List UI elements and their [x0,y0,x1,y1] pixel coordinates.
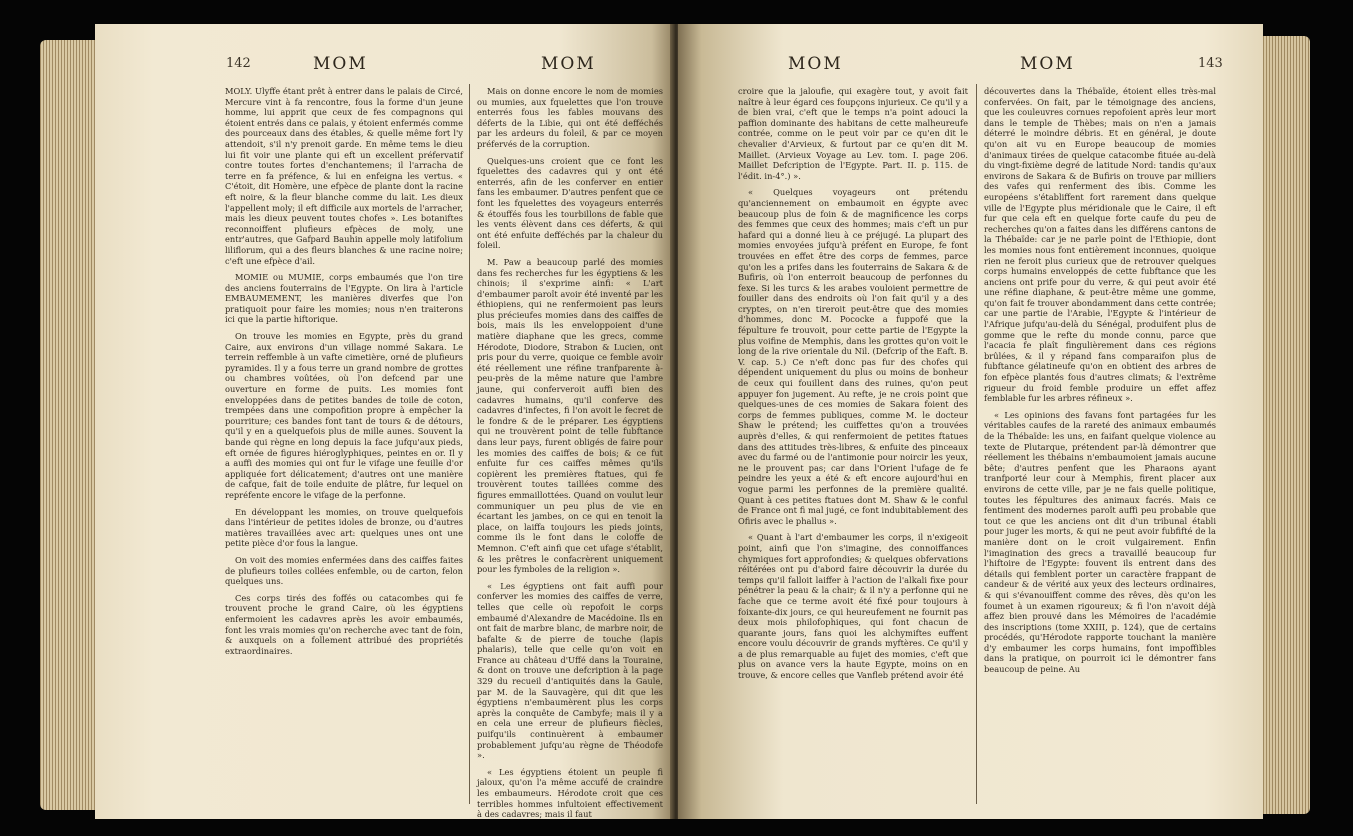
paragraph: Quelques-uns croient que ce font les fquelettes des cadavres qui y ont été enterrés, afin de les conferver en entier fans les embaumer. D'autres penfent que ce font les fquelettes des voyageurs enterrés & étouffés fous les tourbillons de fable que les vents élèvent dans ces déferts, & qui ont été enfuite defféchés par la chaleur du foleil. [477,155,663,251]
right-header-right: MOM [1020,54,1075,74]
right-page-number: 143 [1198,56,1223,71]
paragraph: « Les égyptiens étoient un peuple fi jaloux, qu'on l'a même accufé de craindre les embaumeurs. Hérodote croit que ces terribles hommes infultoient effectivement à des cadavres; mais il faut [477,766,663,819]
right-header-left: MOM [788,54,843,74]
left-column-1 [225,86,463,662]
paragraph: MOLY. Ulyffe étant prêt à entrer dans le palais de Circé, Mercure vint à fa rencontre, fous la forme d'un jeune homme, lui apprit que ceux de fes compagnons qui étoient entrés dans ce palais, y étoient enfermés comme des pourceaux dans des étables, & quelle même fort l'y attendoit, s'il n'y prenoit garde. En même tems le dieu lui fit voir une plante qui eft un excellent préfervatif contre toutes fortes d'enchantemens; il l'arracha de terre en fa préfence, & lui en enfeigna les vertus. « C'étoit, dit Homère, une efpèce de plante dont la racine eft noire, & la fleur blanche comme du lait. Les dieux l'appellent moly; il eft difficile aux mortels de l'arracher, mais les dieux peuvent toutes chofes ». Les botaniftes reconnoiffent plufieurs efpèces de moly, une entr'autres, que Gafpard Bauhin appelle moly latifolium liliflorum, qui a des fleurs blanches & une racine noire; c'eft une efpèce d'ail. [225,86,463,266]
paragraph: On trouve les momies en Egypte, près du grand Caire, aux environs d'un village nommé Sakara. Le terrein reffemble à un vafte cimetière, orné de plufieurs pyramides. Il y a fous terre un grand nombre de grottes ou chambres voûtées, où l'on defcend par une ouverture en forme de puits. Les momies font enveloppées dans de petites bandes de toile de coton, trempées dans une compofition propre à empêcher la pourriture; ces bandes font tant de tours & de détours, qu'il y en a quelquefois plus de mille aunes. Souvent la bande qui règne en long depuis la face jufqu'aux pieds, eft ornée de figures hiéroglyphiques, peintes en or. Il y a auffi des momies qui ont fur le vifage une feuille d'or appliquée fort délicatement; d'autres ont une manière de cafque, fait de toile enduite de plâtre, fur lequel on repréfente encore le vifage de la perfonne. [225,331,463,500]
column-rule [469,84,470,804]
left-header-right: MOM [541,54,596,74]
paragraph: « Quelques voyageurs ont prétendu qu'anciennement on embaumoit en égypte avec beaucoup plus de foin & de magnificence les corps des femmes que ceux des hommes; mais c'eft un pur hafard qui a donné lieu à ce préjugé. La plupart des momies envoyées jufqu'à préfent en Europe, fe font trouvées en effet être des corps de femmes, parce qu'on les a prifes dans les fouterrains de Sakara & de Bufiris, où l'on enterroit beaucoup de perfonnes du fexe. Si les turcs & les arabes vouloient permettre de fouiller dans des endroits où l'on fait qu'il y a des cryptes, on n'en tireroit peut-être que des momies d'hommes, donc M. Pococke a fuppofé que la fépulture fe trouvoit, pour cette partie de l'Egypte la plus voifine de Memphis, dans les grottes qu'on voit le long de la rive orientale du Nil. (Defcrip of the Eaft. B. V. cap. 5.) Ce n'eft donc pas fur des chofes qui dépendent uniquement du plus ou moins de bonheur de ceux qui fouillent dans des ruines, qu'on peut appuyer fon jugement. Au refte, je ne crois point que quelques-unes de ces momies de Sakara foient des corps de femmes publiques, comme M. le docteur Shaw le prétend; les cuiffettes qu'on a trouvées auprès d'elles, & qui renfermoient de petites ftatues dans des attitudes très-libres, & enfuite des pinceaux avec du farmé ou de l'antimonie pour noircir les yeux, ne le prouvent pas; car dans l'Orient l'ufage de fe peindre les yeux a été & eft encore aujourd'hui en vogue parmi les perfonnes de la première qualité. Quant à ces petites ftatues dont M. Shaw & le conful de France ont fi mal jugé, ce font indubitablement des Ofiris avec le phallus ». [738,187,968,526]
paragraph: MOMIE ou MUMIE, corps embaumés que l'on tire des anciens fouterrains de l'Egypte. On lira à l'article EMBAUMEMENT, les manières diverfes que l'on pratiquoit pour faire les momies; nous n'en traiterons ici que la partie hiftorique. [225,272,463,325]
paragraph: On voit des momies enfermées dans des caiffes faites de plufieurs toiles collées enfemble, ou de carton, felon quelques uns. [225,554,463,587]
paragraph: « Les opinions des favans font partagées fur les véritables caufes de la rareté des animaux embaumés de la Thébaïde: les uns, en faifant quelque violence au texte de Plutarque, prétendent par-là démontrer que réellement les thébains n'embaumoient jamais aucune bête; d'autres penfent que les Pharaons ayant tranfporté leur cour à Memphis, firent placer aux environs de cette ville, par je ne fais quelle politique, toutes les fépultures des animaux facrés. Mais ce fentiment des modernes paroît auffi peu probable que tout ce que les anciens ont dit d'un tribunal établi pour juger les morts, & qui ne peut avoir fubfifté de la manière dont on le croit vulgairement. Enfin l'imagination des grecs a travaillé beaucoup fur l'hiftoire de l'Egypte: fouvent ils entrent dans des détails qui femblent porter un caractère frappant de candeur & de vérité aux yeux des lecteurs ordinaires, & qui s'évanouiffent comme des rêves, dès qu'on les foumet à un examen rigoureux; & fi l'on n'avoit déjà affez bien prouvé dans les Mémoires de l'académie des inscriptions (tome XXIII, p. 124), que de certains procédés, qu'Hérodote rapporte touchant la manière d'y embaumer les corps humains, font impoffibles dans la pratique, on pourroit ici le démontrer fans beaucoup de peine. Au [984,409,1216,675]
paragraph: En développant les momies, on trouve quelquefois dans l'intérieur de petites idoles de bronze, ou d'autres matières travaillées avec art: quelques unes ont une petite pièce d'or fous la langue. [225,506,463,549]
right-column-2 [984,86,1216,681]
left-page-number: 142 [226,56,251,71]
paragraph: croire que la jaloufie, qui exagère tout, y avoit fait naître à leur égard ces foupçons injurieux. Ce qu'il y a de bien vrai, c'eft que le temps n'a point adouci la paffion dominante des habitans de cette malheureufe contrée, comme on le peut voir par ce qu'en dit le chevalier d'Arvieux, & furtout par ce qu'en dit M. Maillet. (Arvieux Voyage au Lev. tom. I. page 206. Maillet Defcription de l'Egypte. Part. II. p. 115. de l'édit. in-4°.) ». [738,86,968,181]
left-page-edges [40,40,100,810]
column-rule [976,84,977,804]
paragraph: « Les égyptiens ont fait auffi pour conferver les momies des caiffes de verre, telles que celle où repofoit le corps embaumé d'Alexandre de Macédoine. Ils en ont fait de marbre blanc, de marbre noir, de bafalte & de pierre de touche (lapis phalaris), telle que celle qu'on voit en France au château d'Uffé dans la Touraine, & dont on trouve une defcription à la page 329 du recueil d'antiquités dans la Gaule, par M. de la Sauvagère, qui dit que les égyptiens n'embaumèrent plus les corps après la conquête de Cambyfe; mais il y a en cela une erreur de plufieurs fiècles, puifqu'ils continuèrent à embaumer probablement jufqu'au règne de Théodofe ». [477,580,663,761]
paragraph: Ces corps tirés des foffés ou catacombes qui fe trouvent proche le grand Caire, où les égyptiens enfermoient les cadavres après les avoir embaumés, font les vrais momies qu'on recherche avec tant de foin, & auxquels on a follement attribué des propriétés extraordinaires. [225,592,463,656]
paragraph: M. Paw a beaucoup parlé des momies dans fes recherches fur les égyptiens & les chinois; il s'exprime ainfi: « L'art d'embaumer paroît avoir été inventé par les éthiopiens, qui ne renfermoient pas leurs plus précieufes momies dans des caiffes de bois, mais ils les enveloppoient d'une matière diaphane que les grecs, comme Hérodote, Diodore, Strabon & Lucien, ont pris pour du verre, quoique ce femble avoir été réellement une réfine tranfparente à-peu-près de la même nature que l'ambre jaune, qui conferveroit auffi bien des cadavres humains, qu'il conferve des cadavres d'infectes, fi l'on avoit le fecret de le fondre & de le préparer. Les égyptiens qui ne trouvèrent point de telle fubftance dans leur pays, furent obligés de faire pour les momies des caiffes de bois; & ce fut enfuite fur ces caiffes mêmes qu'ils copièrent les premières ftatues, qui fe trouvèrent toutes taillées comme des figures emmaillottées. Quand on voulut leur communiquer un peu plus de vie en écartant les jambes, on ce qui en tenoit la place, on laiffa toujours les pieds joints, comme ils le font dans le coloffe de Memnon. C'eft ainfi que cet ufage s'établit, & les prêtres le confacrèrent uniquement pour les fymboles de la religion ». [477,256,663,575]
left-header-left: MOM [313,54,368,74]
paragraph: découvertes dans la Thébaïde, étoient elles très-mal confervées. On fait, par le témoignage des anciens, que les couleuvres cornues repofoient après leur mort dans le temple de Thèbes; mais on n'en a jamais déterré le moindre débris. Et en général, je doute qu'on ait vu en Europe beaucoup de momies d'animaux tirées de quelque catacombe fituée au-delà du vingt-fixième degré de latitude Nord: tandis qu'aux environs de Sakara & de Bufiris on trouve par milliers des vafes qui renferment des ibis. Comme les européens s'établiffent fort rarement dans quelque ville de l'Egypte plus méridionale que le Caire, il eft fur que cela eft en quelque forte caufe du peu de recherches qu'on a faites dans les différens cantons de la Thébaïde: car je ne parle point de l'Ethiopie, dont les momies nous font entièrement inconnues, quoique rien ne feroit plus curieux que de retrouver quelques corps humains enveloppés de cette fubftance que les anciens ont prife pour du verre, & qui peut avoir été une réfine diaphane, & peut-être même une gomme, qu'on fait fe trouver abondamment dans cette contrée; car une partie de l'Arabie, l'Egypte & l'intérieur de l'Afrique jufqu'au-delà du Sénégal, produifent plus de gomme que le refte du monde connu, parce que l'acacia fe plaît fingulièrement dans ces régions brûlées, & il y répand fans comparaifon plus de fubftance gélatineufe qu'on en obtient des arbres de fon efpèce plantés fous d'autres climats; & l'extrême rigueur du froid femble produire un effet affez femblable fur les arbres réfineux ». [984,86,1216,404]
paragraph: Mais on donne encore le nom de momies ou mumies, aux fquelettes que l'on trouve enterrés fous les fables mouvans des déferts de la Libie, qui ont été defféchés par les ardeurs du foleil, & par ce moyen préfervés de la corruption. [477,86,663,149]
right-page [678,24,1263,819]
right-column-1 [738,86,968,687]
left-page [95,24,675,819]
left-column-2 [477,86,663,819]
paragraph: « Quant à l'art d'embaumer les corps, il n'exigeoit point, ainfi que l'on s'imagine, des connoiffances chymiques fort approfondies; & quelques obfervations réitérées ont pu d'abord faire découvrir la durée du temps qu'il falloit laiffer à l'action de l'alkali fixe pour pénétrer la peau & la chair; & il n'y a perfonne qui ne fache que ce terme avoit été fixé pour toujours à foixante-dix jours, ce qui heureufement ne fournit pas deux mois philofophiques, qui font chacun de quarante jours, fans quoi les alchymiftes euffent encore voulu découvrir de grands myftères. Ce qu'il y a de plus remarquable au fujet des momies, c'eft que plus on avance vers la haute Egypte, moins on en trouve, & encore celles que Vanfleb prétend avoir été [738,532,968,681]
